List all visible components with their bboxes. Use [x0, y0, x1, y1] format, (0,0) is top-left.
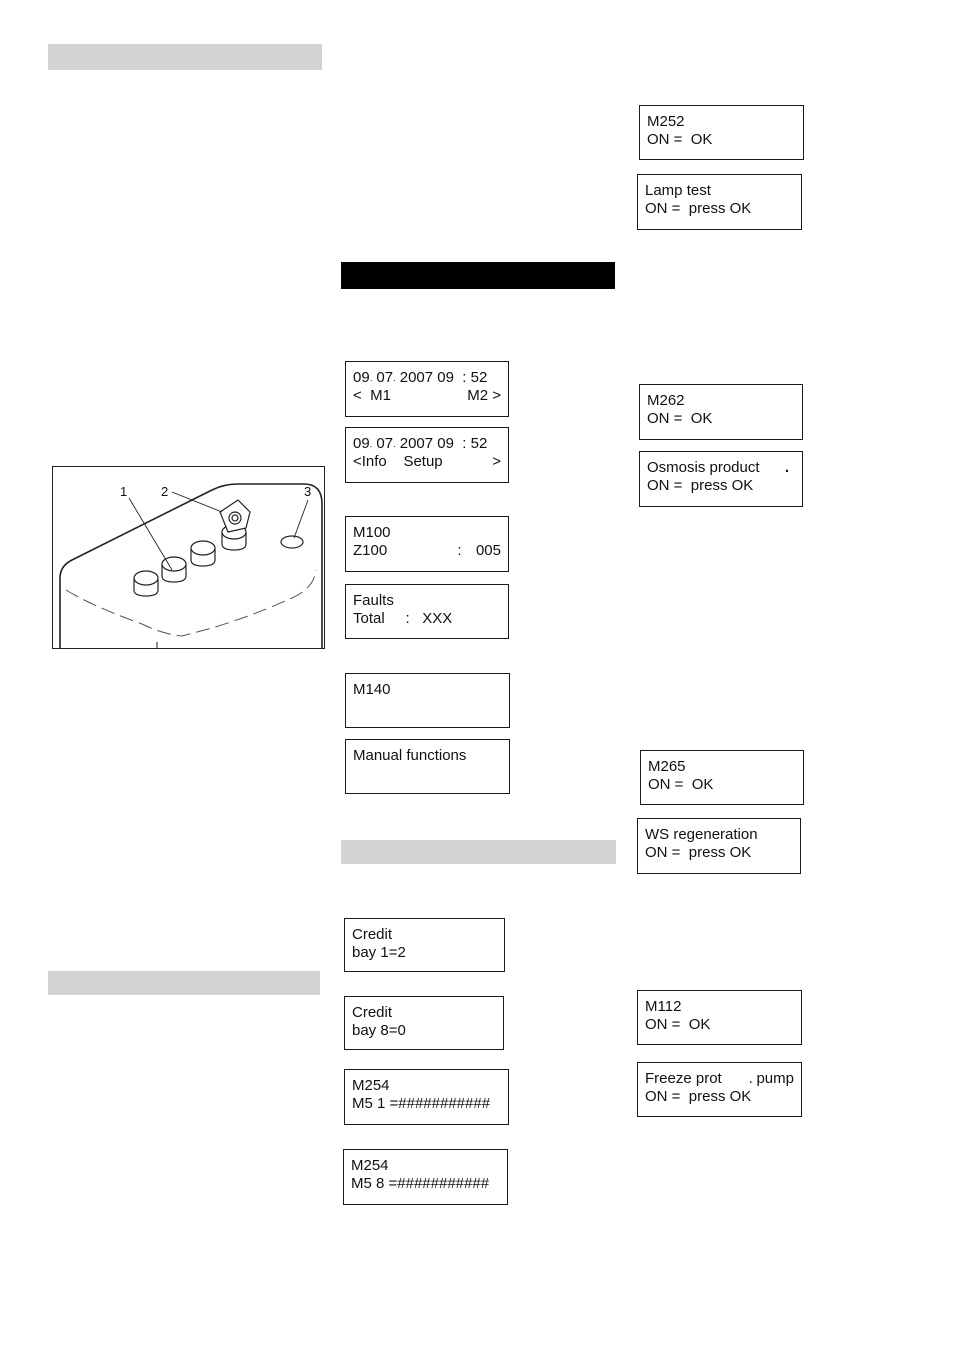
display-m100: M100 Z100 : 005 — [345, 516, 509, 572]
section-bar-bottom-left — [48, 971, 320, 995]
display-m265: M265 ON = OK — [640, 750, 804, 805]
control-panel-figure — [52, 466, 325, 649]
display-date-main: 09 . 07 . 2007 09 : 52 < M1 M2 > — [345, 361, 509, 417]
knob-1 — [134, 571, 158, 596]
display-m254-bay8: M254 M5 8 =########### — [343, 1149, 508, 1205]
display-credit-bay8: Credit bay 8=0 — [344, 996, 504, 1050]
callout-1: 1 — [120, 484, 128, 499]
section-bar-middle — [341, 840, 616, 864]
display-lamp-test: Lamp test ON = press OK — [637, 174, 802, 230]
display-m140: M140 — [345, 673, 510, 728]
callout-3: 3 — [304, 484, 312, 499]
display-m254-bay1: M254 M5 1 =########### — [344, 1069, 509, 1125]
knob-3 — [191, 541, 215, 566]
display-faults: Faults Total : XXX — [345, 584, 509, 639]
callout-2: 2 — [161, 484, 169, 499]
display-manual-functions: Manual functions — [345, 739, 510, 794]
display-freeze-protection: Freeze prot . pump ON = press OK — [637, 1062, 802, 1117]
indicator-lamp — [281, 536, 303, 548]
display-m112: M112 ON = OK — [637, 990, 802, 1045]
display-date-info: 09 . 07 . 2007 09 : 52 <Info Setup > — [345, 427, 509, 483]
display-osmosis-product: Osmosis product . ON = press OK — [639, 451, 803, 507]
display-ws-regeneration: WS regeneration ON = press OK — [637, 818, 801, 874]
section-bar-black — [341, 262, 615, 289]
section-bar-top-left — [48, 44, 322, 70]
display-credit-bay1: Credit bay 1=2 — [344, 918, 505, 972]
display-m252: M252 ON = OK — [639, 105, 804, 160]
knob-2 — [162, 557, 186, 582]
display-m262: M262 ON = OK — [639, 384, 803, 440]
